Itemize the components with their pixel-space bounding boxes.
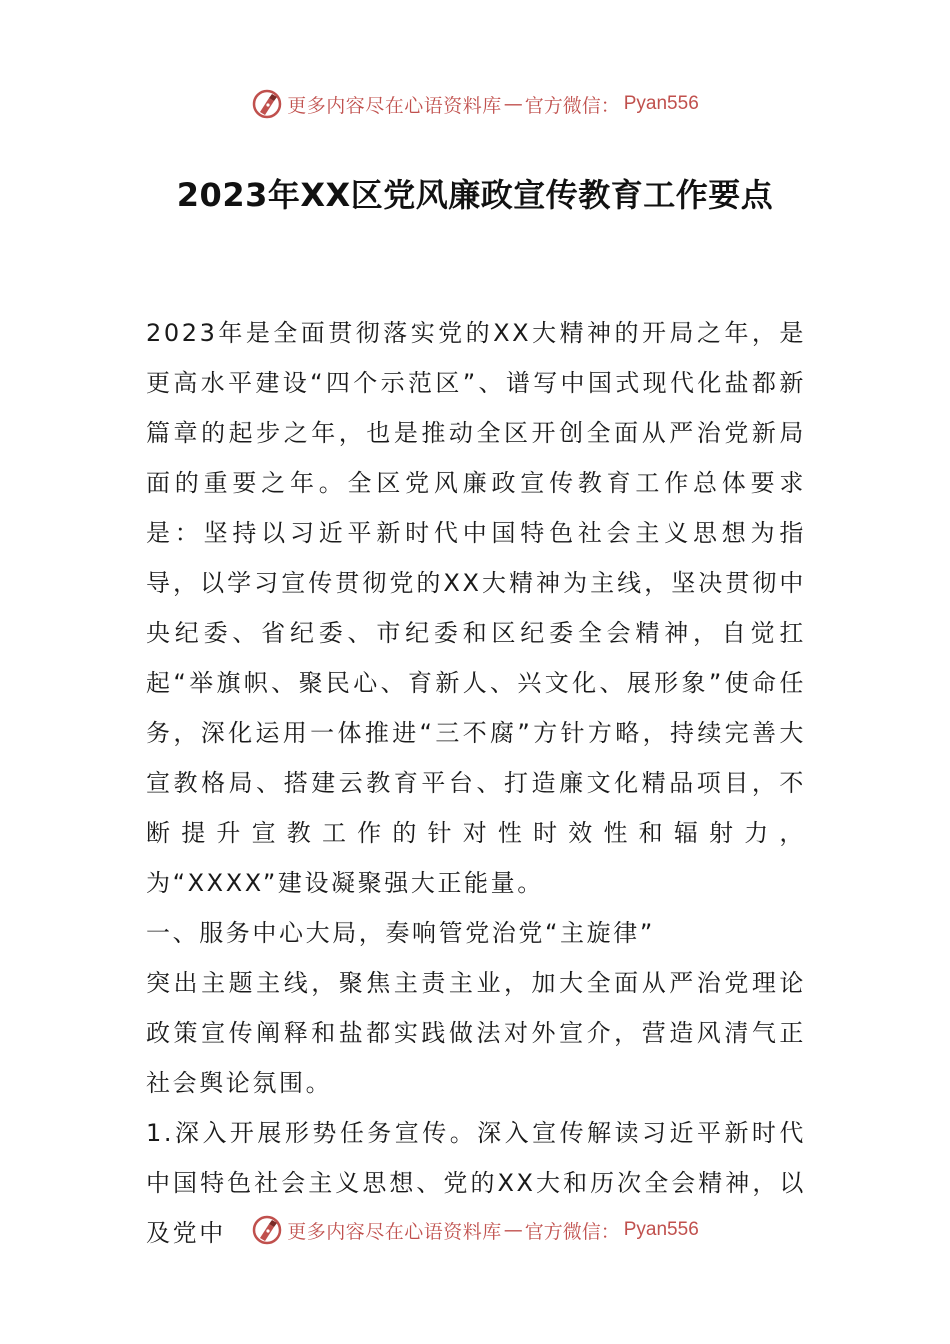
watermark-text: 更多内容尽在心语资料库 <box>287 94 502 117</box>
document-body <box>146 308 806 1258</box>
section-heading-1: 一、服务中心大局，奏响管党治党“主旋律” <box>146 919 655 947</box>
watermark-footer <box>0 1212 950 1248</box>
watermark-separator: — <box>503 93 523 115</box>
watermark-account: Pyan556 <box>623 1219 699 1240</box>
watermark-text: 更多内容尽在心语资料库 <box>287 1220 502 1243</box>
watermark-label: 官方微信： <box>524 94 620 117</box>
paragraph-intro: 2023年是全面贯彻落实党的XX大精神的开局之年，是更高水平建设“四个示范区”、谱写中国式现代化盐都新篇章的起步之年，也是推动全区开创全面从严治党新局面的重要之年。全区党风廉政宣传教育工作总体要求是：坚持以习近平新时代中国特色社会主义思想为指导，以学习宣传贯彻党的XX大精神为主线，坚决贯彻中央纪委、省纪委、市纪委和区纪委全会精神，自觉扛起“举旗帜、聚民心、育新人、兴文化、展形象”使命任务，深化运用一体推进“三不腐”方针方略，持续完善大宣教格局、搭建云教育平台、打造廉文化精品项目，不断提升宣教工作的针对性时效性和辐射力，为“XXXX”建设凝聚强大正能量。 <box>146 319 806 897</box>
watermark-header <box>0 86 950 122</box>
paragraph-section-1: 突出主题主线，聚焦主责主业，加大全面从严治党理论政策宣传阐释和盐都实践做法对外宣介，营造风清气正社会舆论氛围。 <box>146 969 806 1097</box>
pen-nib-icon <box>251 88 283 120</box>
watermark-separator: — <box>503 1219 523 1241</box>
pen-nib-icon <box>251 1214 283 1246</box>
paragraph-item-1: 1.深入开展形势任务宣传。深入宣传解读习近平新时代中国特色社会主义思想、党的XX大和历次全会精神，以及党中 <box>146 1119 806 1247</box>
document-title: 2023年XX区党风廉政宣传教育工作要点 <box>176 176 774 214</box>
watermark-label: 官方微信： <box>524 1220 620 1243</box>
watermark-account: Pyan556 <box>623 93 699 114</box>
